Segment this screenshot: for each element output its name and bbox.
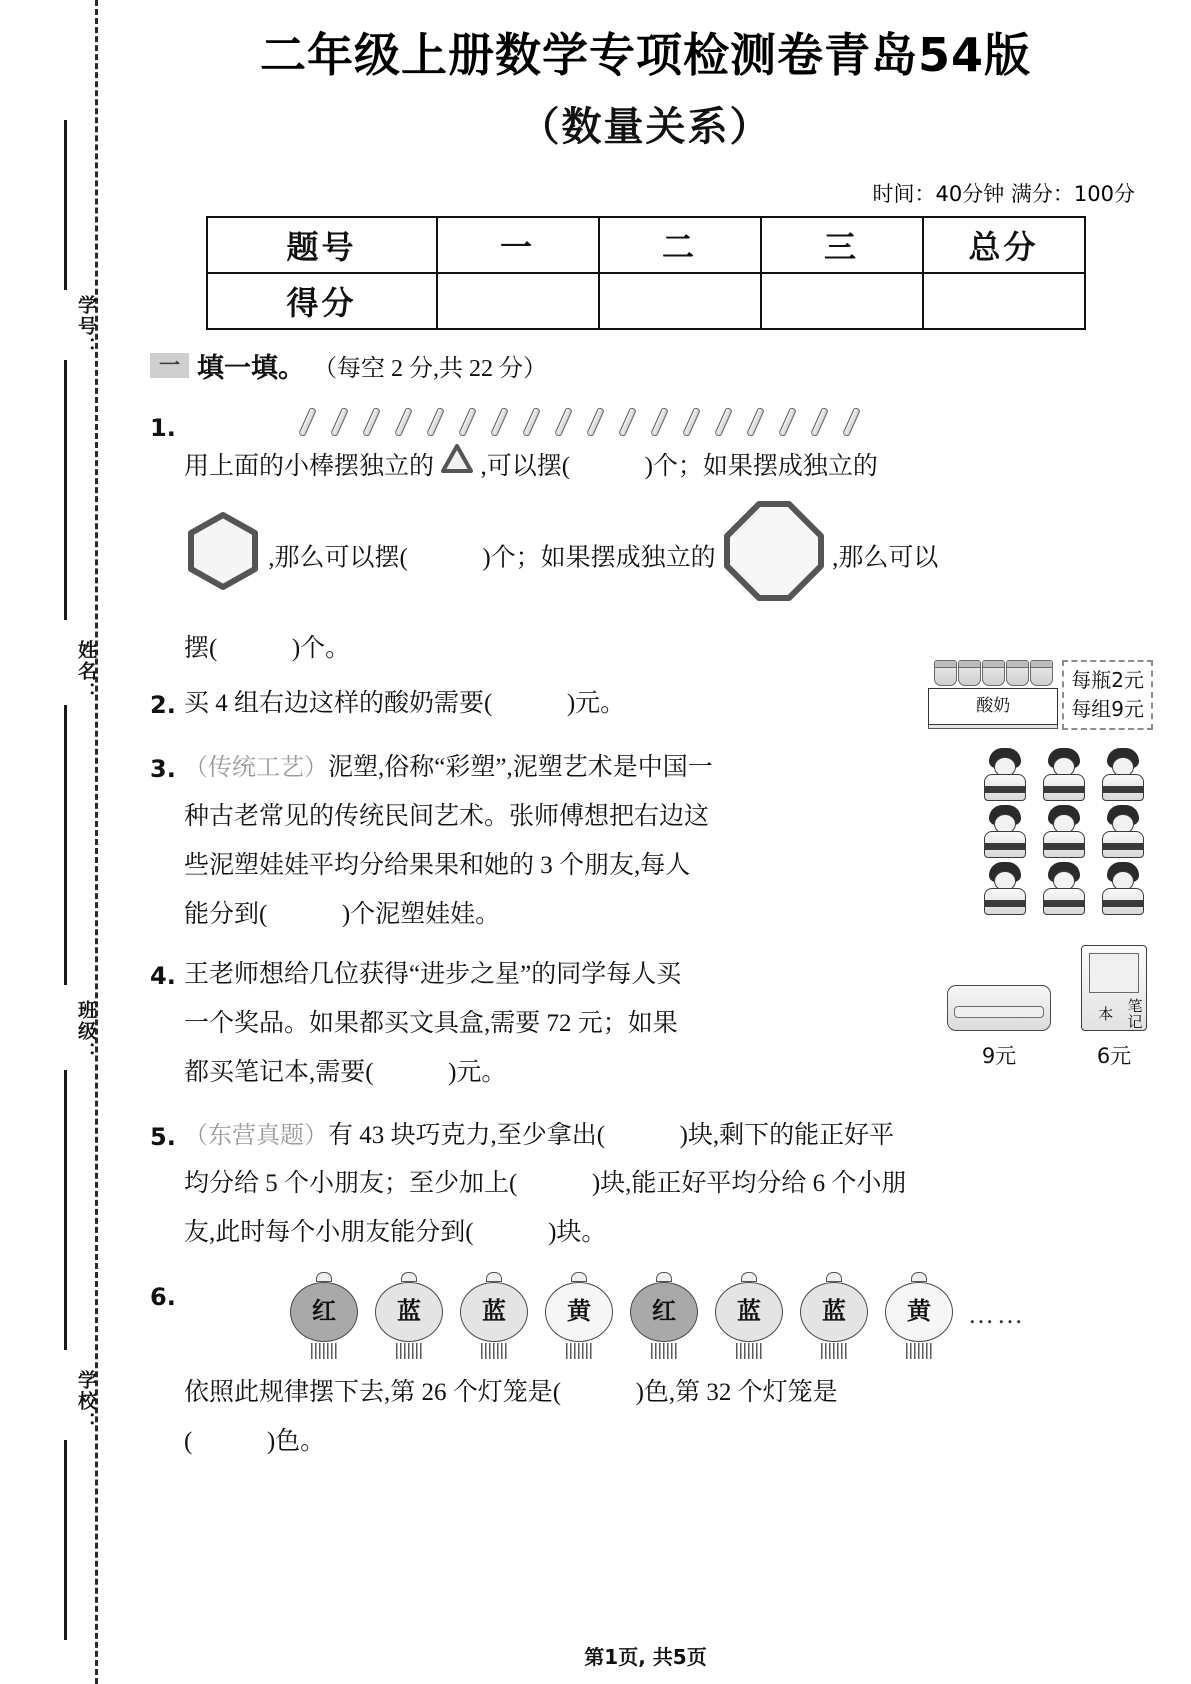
- lantern-label: 蓝: [715, 1282, 783, 1342]
- lantern-5: [628, 1272, 700, 1359]
- q1-text-c: )个；如果摆成独立的: [644, 452, 878, 480]
- q3-text-e: )个泥塑娃娃。: [341, 900, 501, 928]
- q4-text-c: 都买笔记本,需要(: [184, 1058, 374, 1086]
- stick: [394, 407, 413, 437]
- lantern-tassel: [311, 1343, 337, 1359]
- q5-text-c: 均分给 5 个小朋友；至少加上(: [184, 1170, 518, 1198]
- doll-sash: [1043, 900, 1085, 907]
- question-number: 3.: [150, 755, 176, 784]
- prize-items-illustration: [947, 945, 1147, 1077]
- q4-line-last: [184, 1049, 824, 1098]
- seal-divider-4: [64, 1070, 67, 1350]
- q5-text-a: 有 43 块巧克力,至少拿出(: [328, 1121, 606, 1149]
- q4-text-b: 一个奖品。如果都买文具盒,需要 72 元；如果: [184, 1010, 678, 1038]
- yogurt-cup: [982, 660, 1005, 686]
- q6-text-b: )色,第 32 个灯笼是: [635, 1378, 838, 1406]
- score-cell-2[interactable]: [599, 273, 761, 329]
- lantern-cap: [656, 1272, 672, 1282]
- seal-label-name: 姓名：: [75, 640, 97, 703]
- triangle-shape-icon: [440, 443, 474, 493]
- q5-line-1: [184, 1112, 1141, 1161]
- stick: [554, 407, 573, 437]
- stick: [330, 407, 349, 437]
- section-header-one: [150, 346, 1141, 385]
- question-6: [150, 1272, 1141, 1467]
- lantern-cap: [571, 1272, 587, 1282]
- score-table: [206, 216, 1086, 330]
- yogurt-cup-lid: [959, 661, 980, 668]
- q1-line-2: [184, 499, 1141, 621]
- q1-text-g: 摆(: [184, 634, 218, 662]
- stick: [810, 407, 829, 437]
- notebook-price: 6元: [1096, 1044, 1132, 1069]
- yogurt-cup-row: [928, 660, 1058, 686]
- q3-text-block: [184, 744, 854, 939]
- octagon-shape-icon: [722, 499, 826, 621]
- lantern-label: 红: [290, 1282, 358, 1342]
- lantern-tassel: [906, 1343, 932, 1359]
- notebook-cover-title: 笔记本: [1096, 998, 1144, 1031]
- clay-doll: [1036, 862, 1092, 916]
- q6-line-2: [184, 1418, 1141, 1467]
- section-points: （每空 2 分,共 22 分）: [313, 355, 547, 382]
- lantern-label: 黄: [885, 1282, 953, 1342]
- seal-label-class: 班级：: [75, 1000, 97, 1063]
- doll-sash: [1102, 786, 1144, 793]
- yogurt-shelf-label: 酸奶: [928, 688, 1058, 725]
- clay-doll: [1095, 748, 1151, 802]
- price-per-bottle: 每瓶2元: [1071, 667, 1144, 692]
- lantern-cap: [911, 1272, 927, 1282]
- lantern-sequence-illustration: [288, 1272, 1141, 1359]
- stick: [842, 407, 861, 437]
- seal-label-school: 学校：: [75, 1370, 97, 1433]
- hexagon-shape-icon: [184, 510, 262, 610]
- lantern-cap: [316, 1272, 332, 1282]
- yogurt-cup-lid: [983, 661, 1004, 668]
- clay-doll: [1036, 748, 1092, 802]
- stick: [650, 407, 669, 437]
- q4-text-block: [184, 951, 824, 1097]
- lantern-1: [288, 1272, 360, 1359]
- lantern-label: 黄: [545, 1282, 613, 1342]
- table-row: [207, 217, 1085, 273]
- clay-doll: [977, 805, 1033, 859]
- stick: [586, 407, 605, 437]
- page-footer: 第1页, 共5页: [584, 1645, 707, 1669]
- q3-text-b: 种古老常见的传统民间艺术。张师傅想把右边这: [184, 803, 710, 831]
- seal-divider-5: [64, 1440, 67, 1640]
- yogurt-cup: [1030, 660, 1053, 686]
- q2-text-a: 买 4 组右边这样的酸奶需要(: [184, 689, 493, 717]
- notebook-icon: [1081, 945, 1147, 1031]
- stick: [778, 407, 797, 437]
- yogurt-illustration: [928, 660, 1153, 730]
- doll-sash: [1043, 843, 1085, 850]
- lantern-3: [458, 1272, 530, 1359]
- seal-divider-3: [64, 705, 67, 985]
- sequence-ellipsis: ……: [968, 1299, 1026, 1329]
- lantern-cap: [486, 1272, 502, 1282]
- q5-text-f: )块。: [548, 1219, 607, 1247]
- stick: [362, 407, 381, 437]
- stick: [682, 407, 701, 437]
- q5-text-b: )块,剩下的能正好平: [679, 1121, 895, 1149]
- yogurt-shelf: [928, 660, 1058, 729]
- stick: [426, 407, 445, 437]
- q1-text-f: ,那么可以: [832, 544, 939, 572]
- lantern-label: 蓝: [375, 1282, 443, 1342]
- score-cell-1[interactable]: [437, 273, 599, 329]
- lantern-cap: [401, 1272, 417, 1282]
- doll-sash: [1043, 786, 1085, 793]
- q1-text-a: 用上面的小棒摆独立的: [184, 452, 435, 480]
- question-4: [150, 951, 1144, 1097]
- q5-tag: （东营真题）: [184, 1122, 328, 1149]
- yogurt-cup: [1006, 660, 1029, 686]
- clay-doll: [977, 748, 1033, 802]
- stick: [298, 407, 317, 437]
- q6-text-c: (: [184, 1427, 193, 1455]
- lantern-2: [373, 1272, 445, 1359]
- q6-text-d: )色。: [266, 1427, 326, 1455]
- score-col-total: 总分: [923, 217, 1085, 273]
- lantern-tassel: [566, 1343, 592, 1359]
- lantern-tassel: [481, 1343, 507, 1359]
- yogurt-cup: [934, 660, 957, 686]
- stick: [458, 407, 477, 437]
- table-row: [207, 273, 1085, 329]
- q1-line-1: [184, 443, 1141, 493]
- lantern-tassel: [651, 1343, 677, 1359]
- clay-doll: [977, 862, 1033, 916]
- score-col-1: 一: [437, 217, 599, 273]
- question-3: [150, 744, 1141, 939]
- lantern-label: 蓝: [460, 1282, 528, 1342]
- yogurt-cup-lid: [1031, 661, 1052, 668]
- score-col-3: 三: [761, 217, 923, 273]
- exam-meta: 时间：40分钟 满分：100分: [872, 181, 1135, 206]
- question-1: [150, 403, 1141, 674]
- question-5: [150, 1112, 1141, 1258]
- question-number: 5.: [150, 1122, 176, 1151]
- clay-doll: [1095, 862, 1151, 916]
- stick: [490, 407, 509, 437]
- q5-text-d: )块,能正好平均分给 6 个小朋: [591, 1170, 907, 1198]
- q6-text-a: 依照此规律摆下去,第 26 个灯笼是(: [184, 1378, 562, 1406]
- stick: [746, 407, 765, 437]
- seal-divider-2: [64, 360, 67, 620]
- lantern-cap: [826, 1272, 842, 1282]
- pencil-case-item: [947, 985, 1051, 1077]
- q4-text-d: )元。: [448, 1058, 507, 1086]
- yogurt-price-box: [1062, 660, 1153, 730]
- question-2: [150, 667, 1144, 729]
- stick: [714, 407, 733, 437]
- q3-text-d: 能分到(: [184, 900, 268, 928]
- q5-text-e: 友,此时每个小朋友能分到(: [184, 1219, 474, 1247]
- lantern-tassel: [736, 1343, 762, 1359]
- section-title: 填一填。: [197, 352, 305, 384]
- score-col-2: 二: [599, 217, 761, 273]
- q3-text-a: 泥塑,俗称“彩塑”,泥塑艺术是中国一: [328, 754, 713, 782]
- exam-page: [100, 0, 1191, 1684]
- score-cell-total[interactable]: [923, 273, 1085, 329]
- doll-sash: [1102, 843, 1144, 850]
- clay-doll: [1095, 805, 1151, 859]
- yogurt-shelf-base: [928, 725, 1058, 729]
- lantern-6: [713, 1272, 785, 1359]
- q1-text-h: )个。: [291, 634, 351, 662]
- lantern-cap: [741, 1272, 757, 1282]
- seal-label-student-id: 学号：: [75, 295, 97, 358]
- page-title: 二年级上册数学专项检测卷青岛54版: [259, 28, 1031, 82]
- lantern-label: 蓝: [800, 1282, 868, 1342]
- q5-line-3: [184, 1209, 1141, 1258]
- stick: [618, 407, 637, 437]
- yogurt-cup-lid: [1007, 661, 1028, 668]
- q5-line-2: [184, 1160, 1141, 1209]
- pencil-case-icon: [947, 985, 1051, 1031]
- doll-sash: [984, 843, 1026, 850]
- lantern-label: 红: [630, 1282, 698, 1342]
- q3-tag: （传统工艺）: [184, 755, 328, 782]
- q1-text-d: ,那么可以摆(: [268, 544, 408, 572]
- seal-strip: [0, 0, 100, 1684]
- price-per-group: 每组9元: [1071, 696, 1144, 721]
- seal-divider-1: [64, 120, 67, 290]
- score-cell-3[interactable]: [761, 273, 923, 329]
- q3-line-last: [184, 891, 854, 940]
- question-number: 6.: [150, 1282, 176, 1311]
- pencil-case-price: 9元: [981, 1044, 1017, 1069]
- question-number: 2.: [150, 690, 176, 719]
- q1-text-e: )个；如果摆成独立的: [482, 544, 716, 572]
- stick-illustration: [304, 403, 1141, 443]
- question-number: 1.: [150, 413, 176, 442]
- lantern-tassel: [396, 1343, 422, 1359]
- yogurt-cup: [958, 660, 981, 686]
- notebook-item: [1081, 945, 1147, 1077]
- lantern-tassel: [821, 1343, 847, 1359]
- yogurt-cup-lid: [935, 661, 956, 668]
- doll-sash: [984, 786, 1026, 793]
- clay-doll: [1036, 805, 1092, 859]
- q3-text-c: 些泥塑娃娃平均分给果果和她的 3 个朋友,每人: [184, 851, 691, 879]
- q4-text-a: 王老师想给几位获得“进步之星”的同学每人买: [184, 961, 682, 989]
- section-number: 一: [150, 353, 189, 378]
- q2-text-b: )元。: [566, 689, 626, 717]
- doll-sash: [984, 900, 1026, 907]
- score-row-label: 得分: [207, 273, 437, 329]
- doll-sash: [1102, 900, 1144, 907]
- page-subtitle: （数量关系）: [519, 103, 772, 150]
- stick: [522, 407, 541, 437]
- lantern-4: [543, 1272, 615, 1359]
- question-number: 4.: [150, 962, 176, 991]
- lantern-8: [883, 1272, 955, 1359]
- lantern-7: [798, 1272, 870, 1359]
- q6-line-1: [184, 1369, 1141, 1418]
- score-header-label: 题号: [207, 217, 437, 273]
- clay-dolls-illustration: [977, 748, 1151, 916]
- q1-text-b: ,可以摆(: [480, 452, 571, 480]
- notebook-cover-picture: [1089, 953, 1139, 993]
